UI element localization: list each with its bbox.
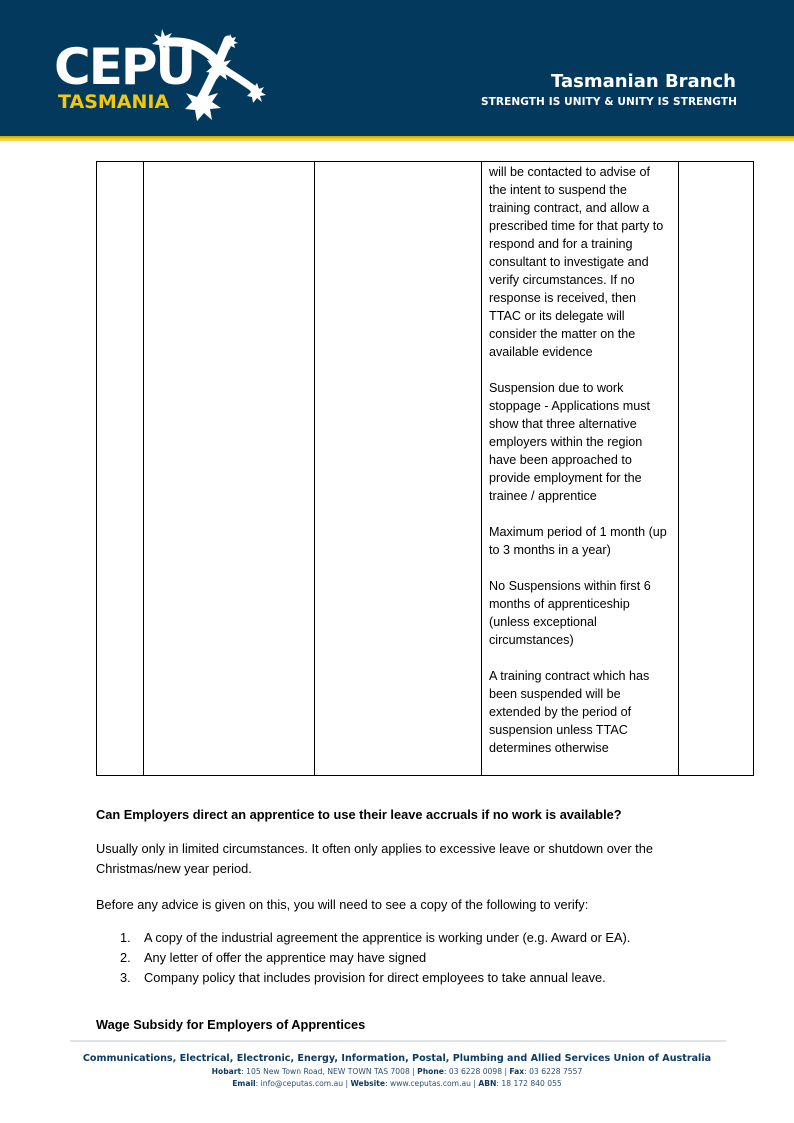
fax-number: : 03 6228 7557 <box>524 1067 583 1076</box>
phone-number: : 03 6228 0098 | <box>443 1067 510 1076</box>
hobart-address: : 105 New Town Road, NEW TOWN TAS 7008 | <box>241 1067 418 1076</box>
letterhead-banner <box>0 0 794 136</box>
list-item-number: 3. <box>120 970 131 985</box>
condition-max-period-text: Maximum period of 1 month (up to 3 months in a year) <box>489 525 667 557</box>
list-item <box>96 928 630 948</box>
letterhead-footer <box>0 1052 794 1090</box>
list-item-text: Any letter of offer the apprentice may have signed <box>144 950 427 965</box>
abn-label: ABN <box>478 1079 497 1088</box>
table-cell-conditions <box>482 162 679 776</box>
list-item-number: 2. <box>120 950 131 965</box>
footer-contact-line <box>0 1078 794 1090</box>
suspension-conditions-table <box>96 161 754 776</box>
logo-subtitle: TASMANIA <box>58 91 170 113</box>
abn-number: : 18 172 840 055 <box>496 1079 562 1088</box>
table-row <box>97 162 754 776</box>
footer-address-line <box>0 1066 794 1078</box>
union-full-name: Communications, Electrical, Electronic, Energy, Information, Postal, Plumbing and Allied Services Union of Australia <box>82 1053 712 1064</box>
phone-label: Phone <box>417 1067 444 1076</box>
email-label: Email <box>232 1079 256 1088</box>
table-cell-empty <box>97 162 144 776</box>
hobart-label: Hobart <box>211 1067 242 1076</box>
verify-intro-paragraph: Before any advice is given on this, you will need to see a copy of the following to verify: <box>96 897 589 912</box>
website-url[interactable]: : www.ceputas.com.au | <box>385 1079 479 1088</box>
condition-first-six-months-text: No Suspensions within first 6 months of apprenticeship (unless exceptional circumstances) <box>489 579 651 647</box>
table-cell-empty <box>144 162 315 776</box>
footer-divider <box>70 1040 726 1042</box>
condition-notice-text: will be contacted to advise of the intent to suspend the training contract, and allow a prescribed time for that party to respond and for a training consultant to investigate and verify circumstances. If no response is received, then TTAC or its delegate will consider the matter on the available evidence <box>489 165 664 359</box>
wage-subsidy-heading: Wage Subsidy for Employers of Apprentices <box>96 1017 366 1032</box>
list-item <box>96 968 630 988</box>
required-documents-list <box>96 928 630 988</box>
fax-label: Fax <box>509 1067 525 1076</box>
logo-wordmark: CEPU <box>54 38 195 96</box>
condition-work-stoppage-text: Suspension due to work stoppage - Applications must show that three alternative employers within the region have been approached to provide employment for the trainee / apprentice <box>489 381 651 503</box>
branch-title: Tasmanian Branch <box>551 71 736 92</box>
list-item-number: 1. <box>120 930 131 945</box>
list-item <box>96 948 630 968</box>
leave-accruals-paragraph: Usually only in limited circumstances. It often only applies to excessive leave or shutdown over the Christmas/new year period. <box>96 841 653 876</box>
list-item-text: Company policy that includes provision for direct employees to take annual leave. <box>144 970 606 985</box>
table-cell-empty <box>679 162 754 776</box>
leave-accruals-heading: Can Employers direct an apprentice to use their leave accruals if no work is available? <box>96 807 622 822</box>
list-item-text: A copy of the industrial agreement the apprentice is working under (e.g. Award or EA). <box>144 930 631 945</box>
table-cell-empty <box>315 162 482 776</box>
branch-motto: STRENGTH IS UNITY & UNITY IS STRENGTH <box>480 96 737 108</box>
condition-extension-text: A training contract which has been suspended will be extended by the period of suspension unless TTAC determines otherwise <box>489 669 650 755</box>
header-gold-stripe <box>0 136 794 141</box>
website-label: Website <box>350 1079 386 1088</box>
cepu-tasmania-logo <box>52 26 272 126</box>
email-address[interactable]: : info@ceputas.com.au | <box>255 1079 351 1088</box>
